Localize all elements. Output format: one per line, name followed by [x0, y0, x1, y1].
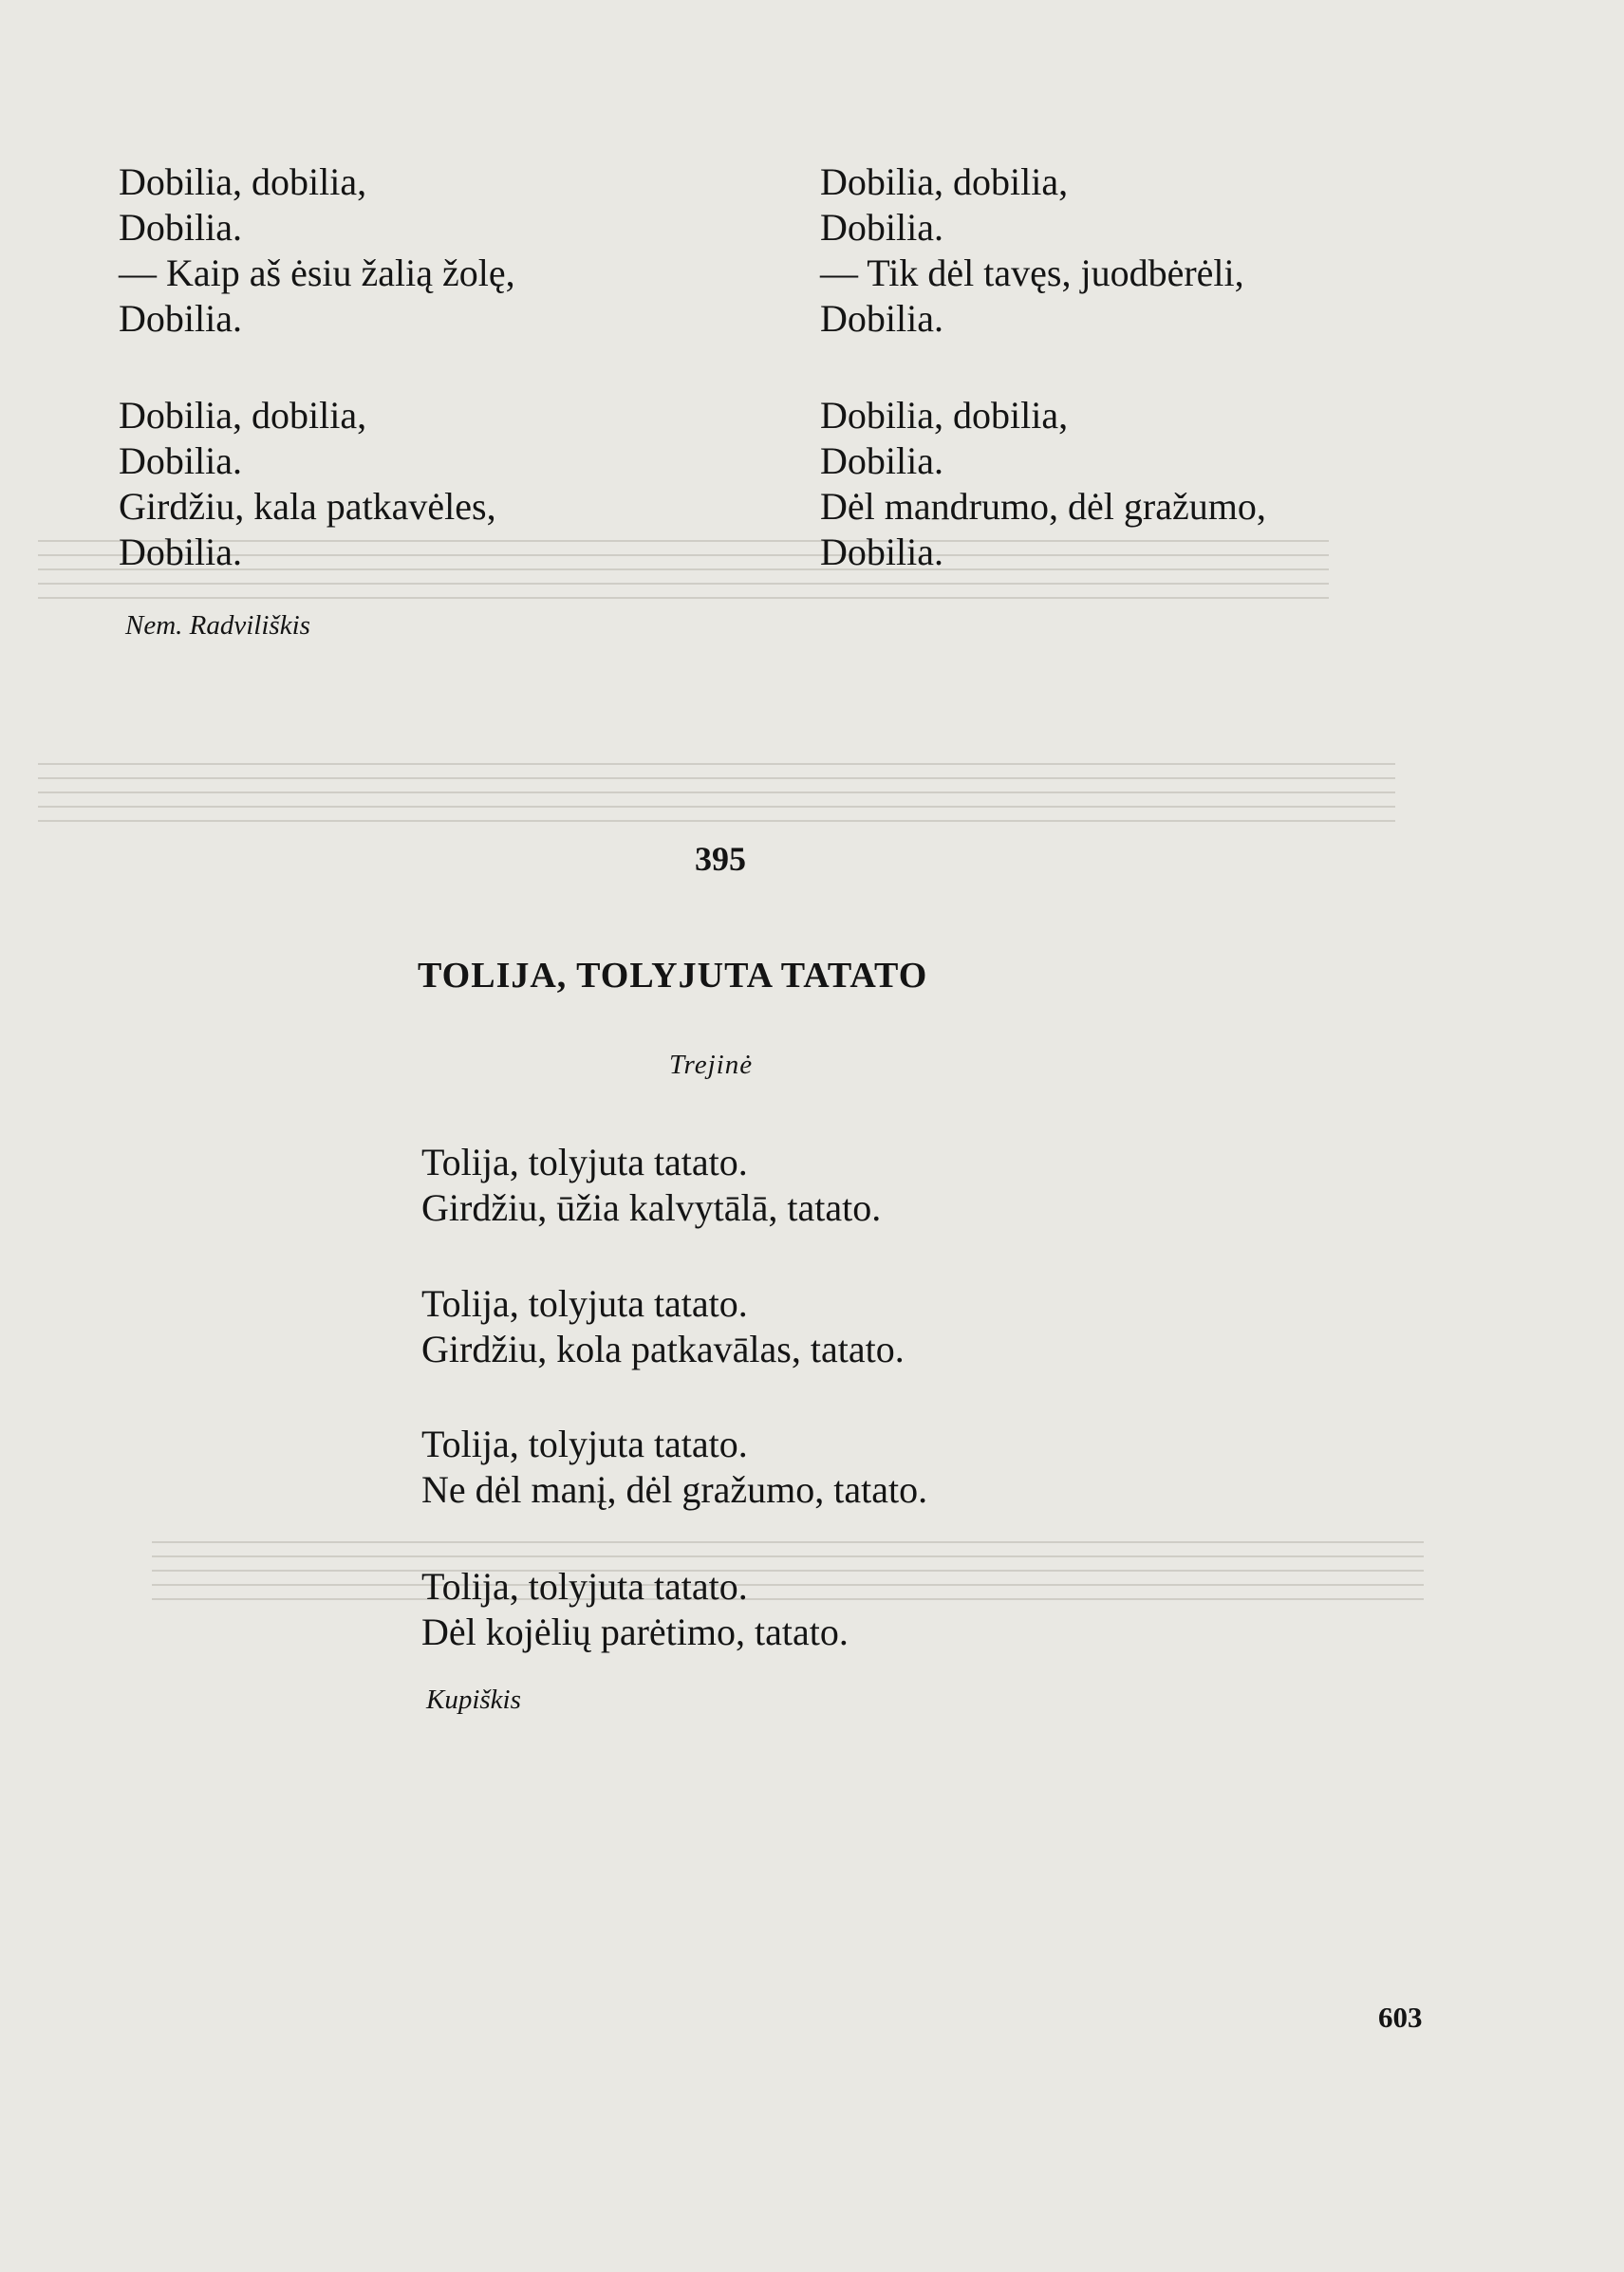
verse-line: Dobilia, dobilia,: [820, 394, 1069, 437]
verse-line: Dobilia.: [119, 531, 242, 573]
verse-line: Dobilia.: [119, 206, 242, 249]
song-stanza-2: [421, 1281, 905, 1372]
verse-line: Ne dėl manį, dėl gražumo, tatato.: [421, 1468, 928, 1511]
verse-line: Dobilia.: [820, 531, 943, 573]
stanza-top-left-1: [119, 159, 515, 342]
stanza-top-right-1: [820, 159, 1244, 342]
verse-line: Tolija, tolyjuta tatato.: [421, 1565, 748, 1608]
verse-line: Dobilia, dobilia,: [820, 160, 1069, 203]
place-label-song: Kupiškis: [426, 1685, 521, 1715]
verse-line: Girdžiu, kala patkavėles,: [119, 485, 496, 528]
verse-line: — Kaip aš ėsiu žalią žolę,: [119, 251, 515, 294]
verse-line: Girdžiu, ūžia kalvytālā, tatato.: [421, 1186, 882, 1229]
verse-line: Dėl mandrumo, dėl gražumo,: [820, 485, 1266, 528]
stanza-top-left-2: [119, 393, 496, 575]
verse-line: Dobilia.: [820, 439, 943, 482]
song-stanza-3: [421, 1422, 927, 1513]
verse-line: Girdžiu, kola patkavālas, tatato.: [421, 1328, 905, 1370]
verse-line: — Tik dėl tavęs, juodbėrėli,: [820, 251, 1244, 294]
verse-line: Dobilia.: [820, 206, 943, 249]
verse-line: Tolija, tolyjuta tatato.: [421, 1282, 748, 1325]
song-number: 395: [695, 840, 746, 878]
song-subtitle: Trejinė: [669, 1050, 754, 1080]
verse-line: Tolija, tolyjuta tatato.: [421, 1141, 748, 1183]
verse-line: Dėl kojėlių parėtimo, tatato.: [421, 1611, 849, 1653]
song-stanza-1: [421, 1140, 881, 1231]
stanza-top-right-2: [820, 393, 1266, 575]
song-stanza-4: [421, 1564, 849, 1655]
verse-line: Dobilia.: [119, 439, 242, 482]
verse-line: Dobilia, dobilia,: [119, 160, 367, 203]
place-label-top: Nem. Radviliškis: [125, 610, 310, 641]
song-title: TOLIJA, TOLYJUTA TATATO: [418, 956, 928, 996]
verse-line: Tolija, tolyjuta tatato.: [421, 1423, 748, 1465]
page-number: 603: [1378, 2001, 1423, 2034]
verse-line: Dobilia.: [820, 297, 943, 340]
verse-line: Dobilia.: [119, 297, 242, 340]
verse-line: Dobilia, dobilia,: [119, 394, 367, 437]
